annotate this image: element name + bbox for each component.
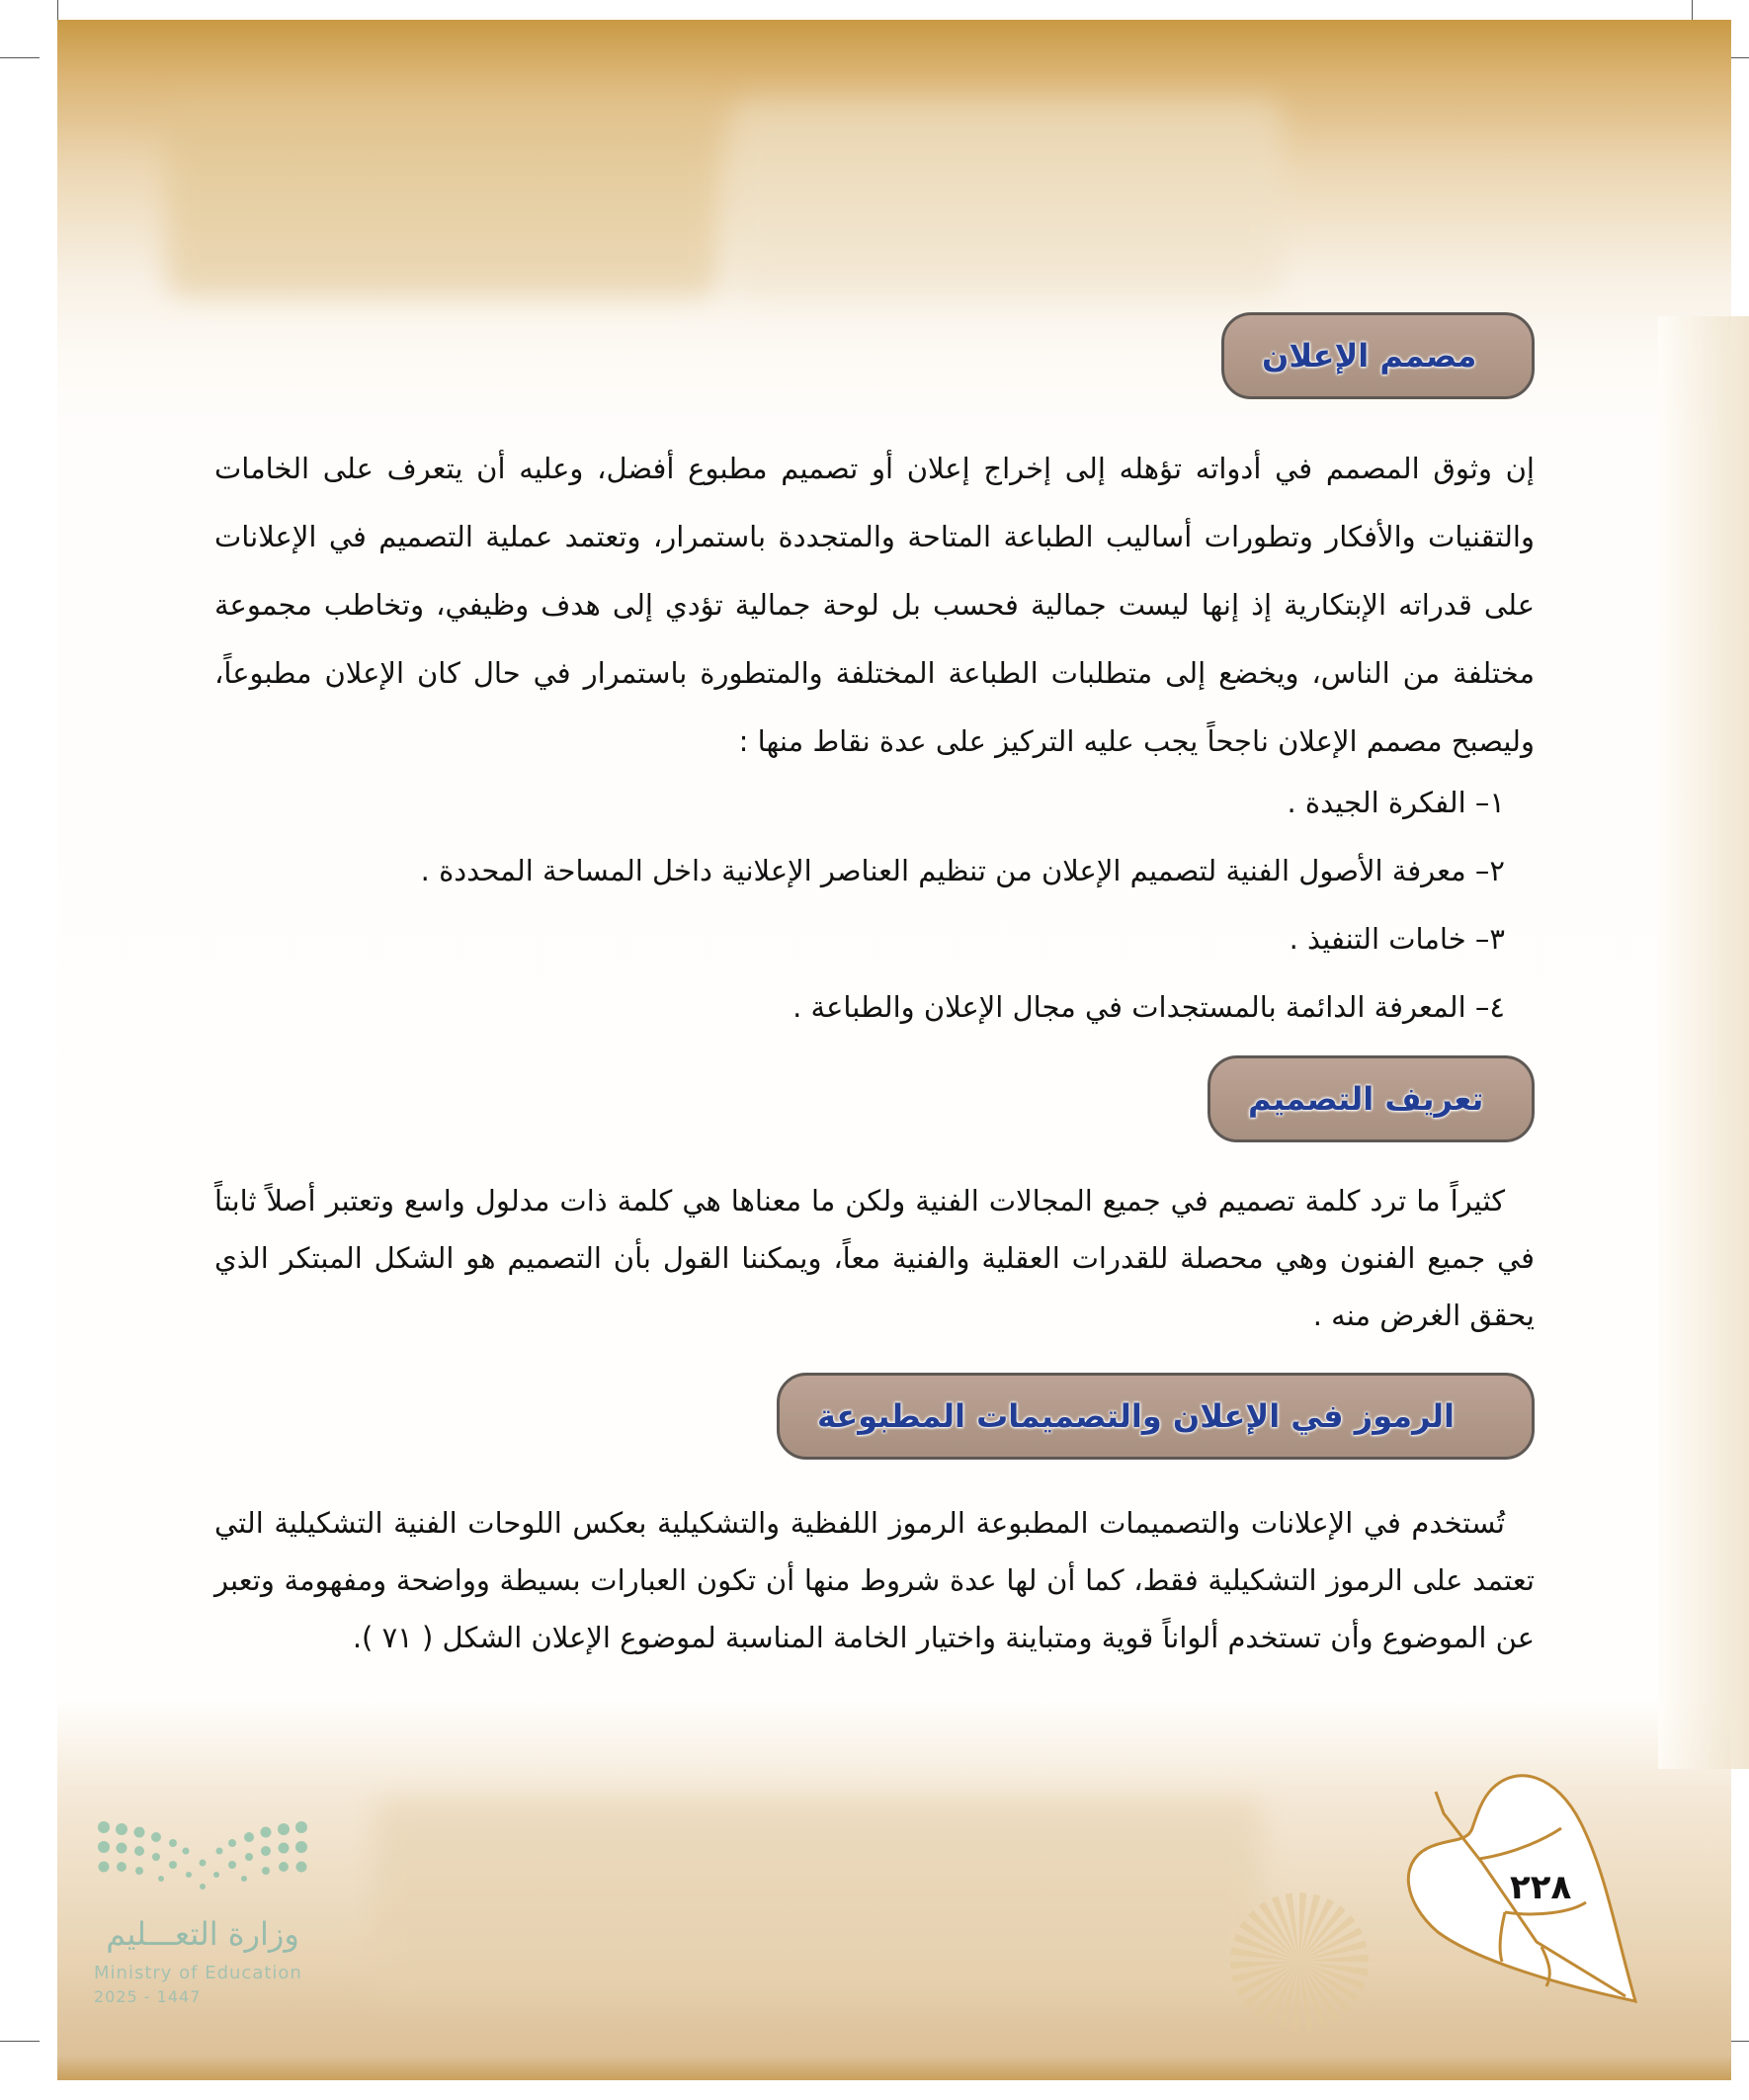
dots-emblem-icon — [94, 1821, 311, 1900]
crop-mark — [57, 0, 58, 20]
side-decoration — [1658, 316, 1749, 1769]
logo-english-text: Ministry of Education — [94, 1963, 302, 1983]
logo-arabic-text: وزارة التعـــليم — [106, 1915, 299, 1953]
heading-text: مصمم الإعلان — [1262, 337, 1477, 375]
paragraph-symbols — [214, 1494, 1535, 1666]
crop-mark — [0, 2041, 40, 2042]
page-number: ٢٢٨ — [1510, 1868, 1572, 1907]
logo-year-text: 2025 - 1447 — [94, 1987, 202, 2006]
section-heading-symbols — [777, 1373, 1535, 1460]
background-decoration — [729, 99, 1283, 296]
heading-text: الرموز في الإعلان والتصميمات المطبوعة — [817, 1397, 1455, 1435]
list-item: ١– الفكرة الجيدة . — [1287, 786, 1505, 819]
section-heading-design-definition — [1208, 1055, 1535, 1142]
crop-mark — [1692, 0, 1693, 20]
section-heading-ad-designer — [1221, 312, 1535, 399]
crop-mark — [0, 57, 40, 58]
paragraph-ad-designer — [214, 435, 1535, 776]
paragraph-text: إن وثوق المصمم في أدواته تؤهله إلى إخراج إعلان أو تصميم مطبوع أفضل، وعليه أن يتعرف على الخامات والتقنيات والأفكار وتطورات أساليب الطباعة المتاحة والمتجددة باستمرار، وتعتمد عملية التصميم في الإعلانات على قدراته الإبتكارية إذ إنها ليست جمالية فحسب بل لوحة جمالية تؤدي إلى هدف وظيفي، وتخاطب مجموعة مختلفة من الناس، ويخضع إلى متطلبات الطباعة المختلفة والمتطورة باستمرار في حال كان الإعلان مطبوعاً، وليصبح مصمم الإعلان ناجحاً يجب عليه التركيز على عدة نقاط منها : — [214, 452, 1535, 758]
list-item: ٢– معرفة الأصول الفنية لتصميم الإعلان من تنظيم العناصر الإعلانية داخل المساحة المحددة . — [420, 854, 1505, 887]
list-item: ٤– المعرفة الدائمة بالمستجدات في مجال الإعلان والطباعة . — [792, 990, 1505, 1024]
ministry-of-education-logo — [94, 1821, 311, 2009]
sun-ornament-icon — [1230, 1892, 1369, 2031]
requirements-list — [214, 769, 1505, 1042]
paragraph-text: تُستخدم في الإعلانات والتصميمات المطبوعة الرموز اللفظية والتشكيلية بعكس اللوحات الفنية التشكيلية التي تعتمد على الرموز التشكيلية فقط، كما أن لها عدة شروط منها أن تكون العبارات بسيطة وواضحة ومفهومة وتعبر عن الموضوع وأن تستخدم ألواناً قوية ومتباينة واختيار الخامة المناسبة لموضوع الإعلان الشكل ( ٧١ ). — [214, 1506, 1535, 1654]
paragraph-design-definition — [214, 1172, 1535, 1344]
heading-text: تعريف التصميم — [1248, 1080, 1484, 1118]
background-decoration — [166, 99, 719, 296]
list-item: ٣– خامات التنفيذ . — [1289, 922, 1505, 956]
paragraph-text: كثيراً ما ترد كلمة تصميم في جميع المجالات الفنية ولكن ما معناها هي كلمة ذات مدلول واسع وتعتبر أصلاً ثابتاً في جميع الفنون وهي محصلة للقدرات العقلية والفنية معاً، ويمكننا القول بأن التصميم هو الشكل المبتكر الذي يحقق الغرض منه . — [214, 1184, 1535, 1332]
background-decoration — [374, 1799, 1263, 1996]
